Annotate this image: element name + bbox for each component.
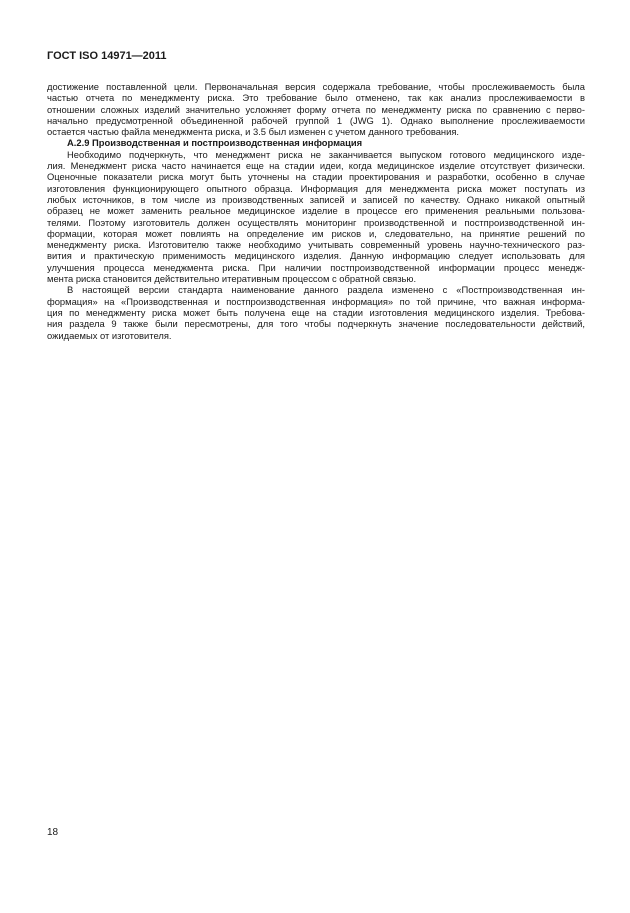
document-header: ГОСТ ISO 14971—2011 — [47, 50, 167, 62]
paragraph-line: менеджменту риска. Изготовителю также необходимо учитывать современный уровень научно-технического раз- — [47, 239, 585, 251]
section-heading: А.2.9 Производственная и постпроизводственная информация — [67, 137, 363, 149]
paragraph-line: образец не может заменить реальное медицинское изделие в процессе его применения реальными пользова- — [47, 205, 585, 217]
document-body — [47, 81, 585, 341]
paragraph-line: частью отчета по менеджменту риска. Это требование было отменено, так как анализ прослеживаемости в — [47, 92, 585, 104]
paragraph-line: изготовления функционирующего опытного образца. Информация для менеджмента риска может поступать из — [47, 182, 585, 194]
paragraph-line: Оценочные показатели риска могут быть уточнены на стадии проектирования и разработки, особенно в случае — [47, 171, 585, 183]
paragraph-line: остается частью файла менеджмента риска, и 3.5 был изменен с учетом данного требования. — [47, 126, 460, 138]
paragraph-line: достижение поставленной цели. Первоначальная версия содержала требование, чтобы прослеживаемость была — [47, 81, 585, 92]
paragraph-line: лия. Менеджмент риска часто начинается еще на стадии идеи, когда медицинское изделие отсутствует физически. — [47, 160, 585, 172]
paragraph-line: любых источников, в том числе из производственных записей и записей по качеству. Однако никакой опытный — [47, 193, 585, 205]
paragraph-line: отношении сложных изделий значительно усложняет форму отчета по менеджменту риска по сравнению с перво- — [47, 103, 585, 115]
paragraph-line: Необходимо подчеркнуть, что менеджмент риска не заканчивается выпуском готового медицинского изде- — [67, 148, 585, 160]
paragraph-line: В настоящей версии стандарта наименование данного раздела изменено с «Постпроизводственная ин- — [67, 284, 585, 296]
paragraph-line: начально предусмотренной объединенной рабочей группой 1 (JWG 1). Однако выполнение прослеживаемости — [47, 114, 585, 126]
paragraph-line: мента риска становится действительно итеративным процессом с обратной связью. — [47, 273, 417, 285]
paragraph-line: вития и практическую применимость медицинского изделия. Данную информацию следует использовать для — [47, 250, 585, 262]
paragraph-line: ожидаемых от изготовителя. — [47, 329, 172, 341]
page-number: 18 — [47, 827, 59, 838]
paragraph-line: улучшения процесса менеджмента риска. При наличии постпроизводственной информации процесс менедж- — [47, 261, 585, 273]
paragraph-line: ция по менеджменту риска может быть получена еще на стадии изготовления медицинского изделия. Требова- — [47, 306, 585, 318]
paragraph-line: телями. Поэтому изготовитель должен осуществлять мониторинг производственной и постпроизводственной ин- — [47, 216, 585, 228]
paragraph-line: формация» на «Производственная и постпроизводственная информация» по той причине, что важная информа- — [47, 295, 585, 307]
paragraph-line: формации, которая может повлиять на определение им рисков и, следовательно, на принятие решений по — [47, 227, 585, 239]
paragraph-line: ния раздела 9 также были пересмотрены, для того чтобы подчеркнуть значение последовательности действий, — [47, 318, 585, 330]
